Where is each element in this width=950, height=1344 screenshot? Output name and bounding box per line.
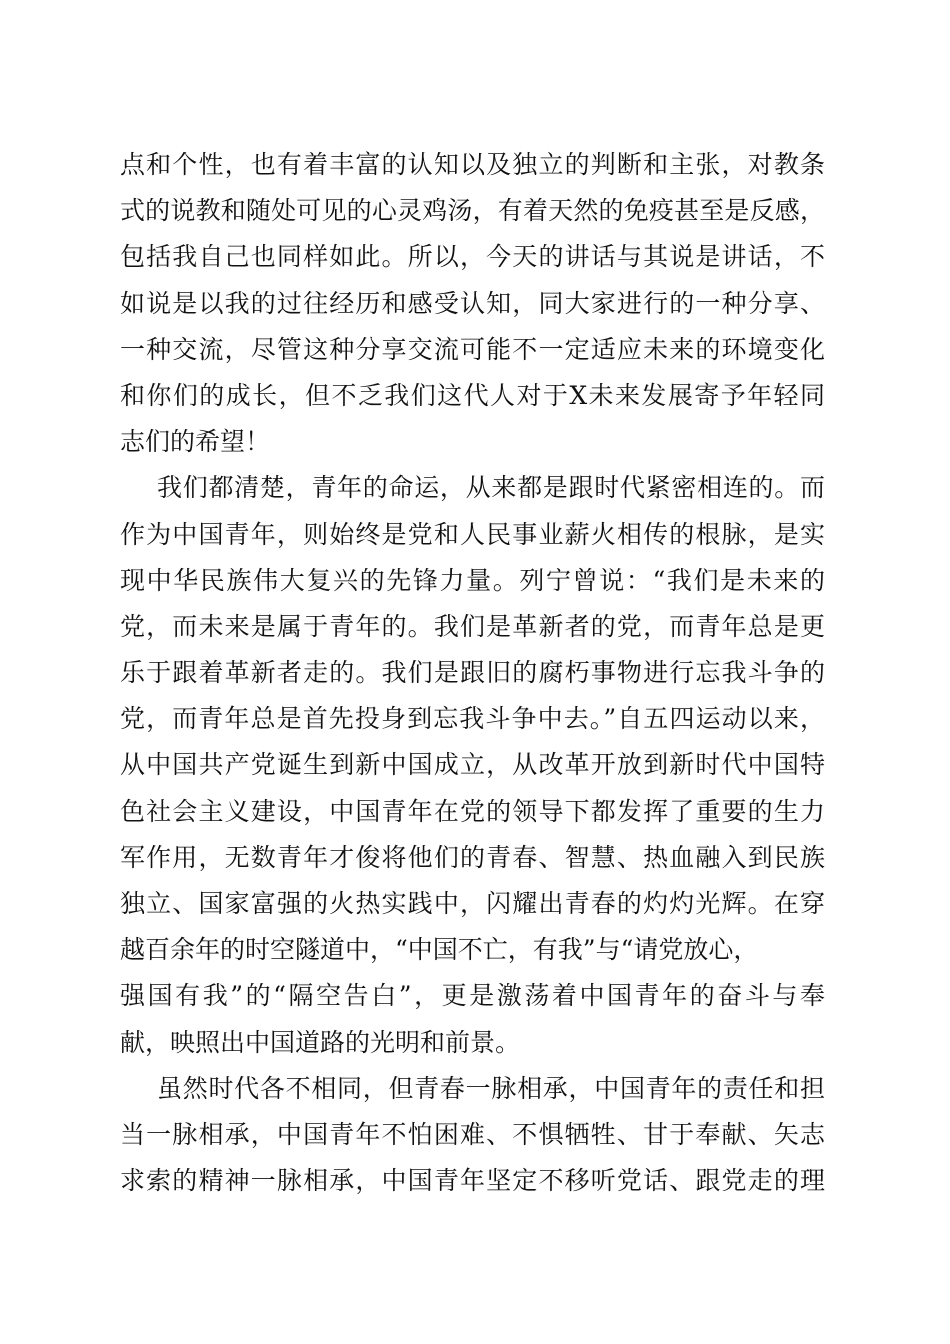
paragraph-line: 越百余年的时空隧道中，“中国不亡，有我”与“请党放心， [120, 935, 759, 965]
paragraph-line: 强国有我”的“隔空告白”，更是激荡着中国青年的奋斗与奉 [120, 981, 825, 1011]
paragraph-line: 党，而未来是属于青年的。我们是革新者的党，而青年总是更 [120, 611, 825, 641]
paragraph-line: 现中华民族伟大复兴的先锋力量。列宁曾说：“我们是未来的 [120, 565, 825, 595]
paragraph-line: 求索的精神一脉相承，中国青年坚定不移听党话、跟党走的理 [120, 1166, 825, 1196]
paragraph-line: 我们都清楚，青年的命运，从来都是跟时代紧密相连的。而 [157, 473, 825, 503]
paragraph-line: 独立、国家富强的火热实践中，闪耀出青春的灼灼光辉。在穿 [120, 889, 825, 918]
paragraph-3 [120, 1066, 825, 1205]
paragraph-line: 点和个性，也有着丰富的认知以及独立的判断和主张，对教条 [120, 150, 825, 179]
paragraph-1 [120, 142, 825, 465]
paragraph-line: 和你们的成长，但不乏我们这代人对于X未来发展寄予年轻同 [120, 380, 825, 410]
paragraph-2 [120, 465, 825, 1065]
paragraph-line: 当一脉相承，中国青年不怕困难、不惧牺牲、甘于奉献、矢志 [120, 1119, 825, 1149]
paragraph-line: 一种交流，尽管这种分享交流可能不一定适应未来的环境变化 [120, 334, 825, 364]
paragraph-line: 如说是以我的过往经历和感受认知，同大家进行的一种分享、 [120, 288, 825, 318]
paragraph-line: 包括我自己也同样如此。所以，今天的讲话与其说是讲话，不 [120, 242, 825, 272]
document-page [120, 142, 825, 1204]
paragraph-line: 军作用，无数青年才俊将他们的青春、智慧、热血融入到民族 [120, 842, 825, 872]
paragraph-line: 虽然时代各不相同，但青春一脉相承，中国青年的责任和担 [157, 1073, 825, 1103]
paragraph-line: 色社会主义建设，中国青年在党的领导下都发挥了重要的生力 [120, 796, 825, 826]
paragraph-line: 党，而青年总是首先投身到忘我斗争中去。”自五四运动以来， [120, 704, 825, 734]
paragraph-line: 式的说教和随处可见的心灵鸡汤，有着天然的免疫甚至是反感， [120, 196, 825, 226]
paragraph-line: 志们的希望！ [120, 427, 271, 457]
paragraph-line: 乐于跟着革新者走的。我们是跟旧的腐朽事物进行忘我斗争的 [120, 658, 825, 688]
paragraph-line: 作为中国青年，则始终是党和人民事业薪火相传的根脉，是实 [120, 519, 825, 549]
paragraph-line: 献，映照出中国道路的光明和前景。 [120, 1027, 521, 1057]
paragraph-line: 从中国共产党诞生到新中国成立，从改革开放到新时代中国特 [120, 750, 825, 780]
